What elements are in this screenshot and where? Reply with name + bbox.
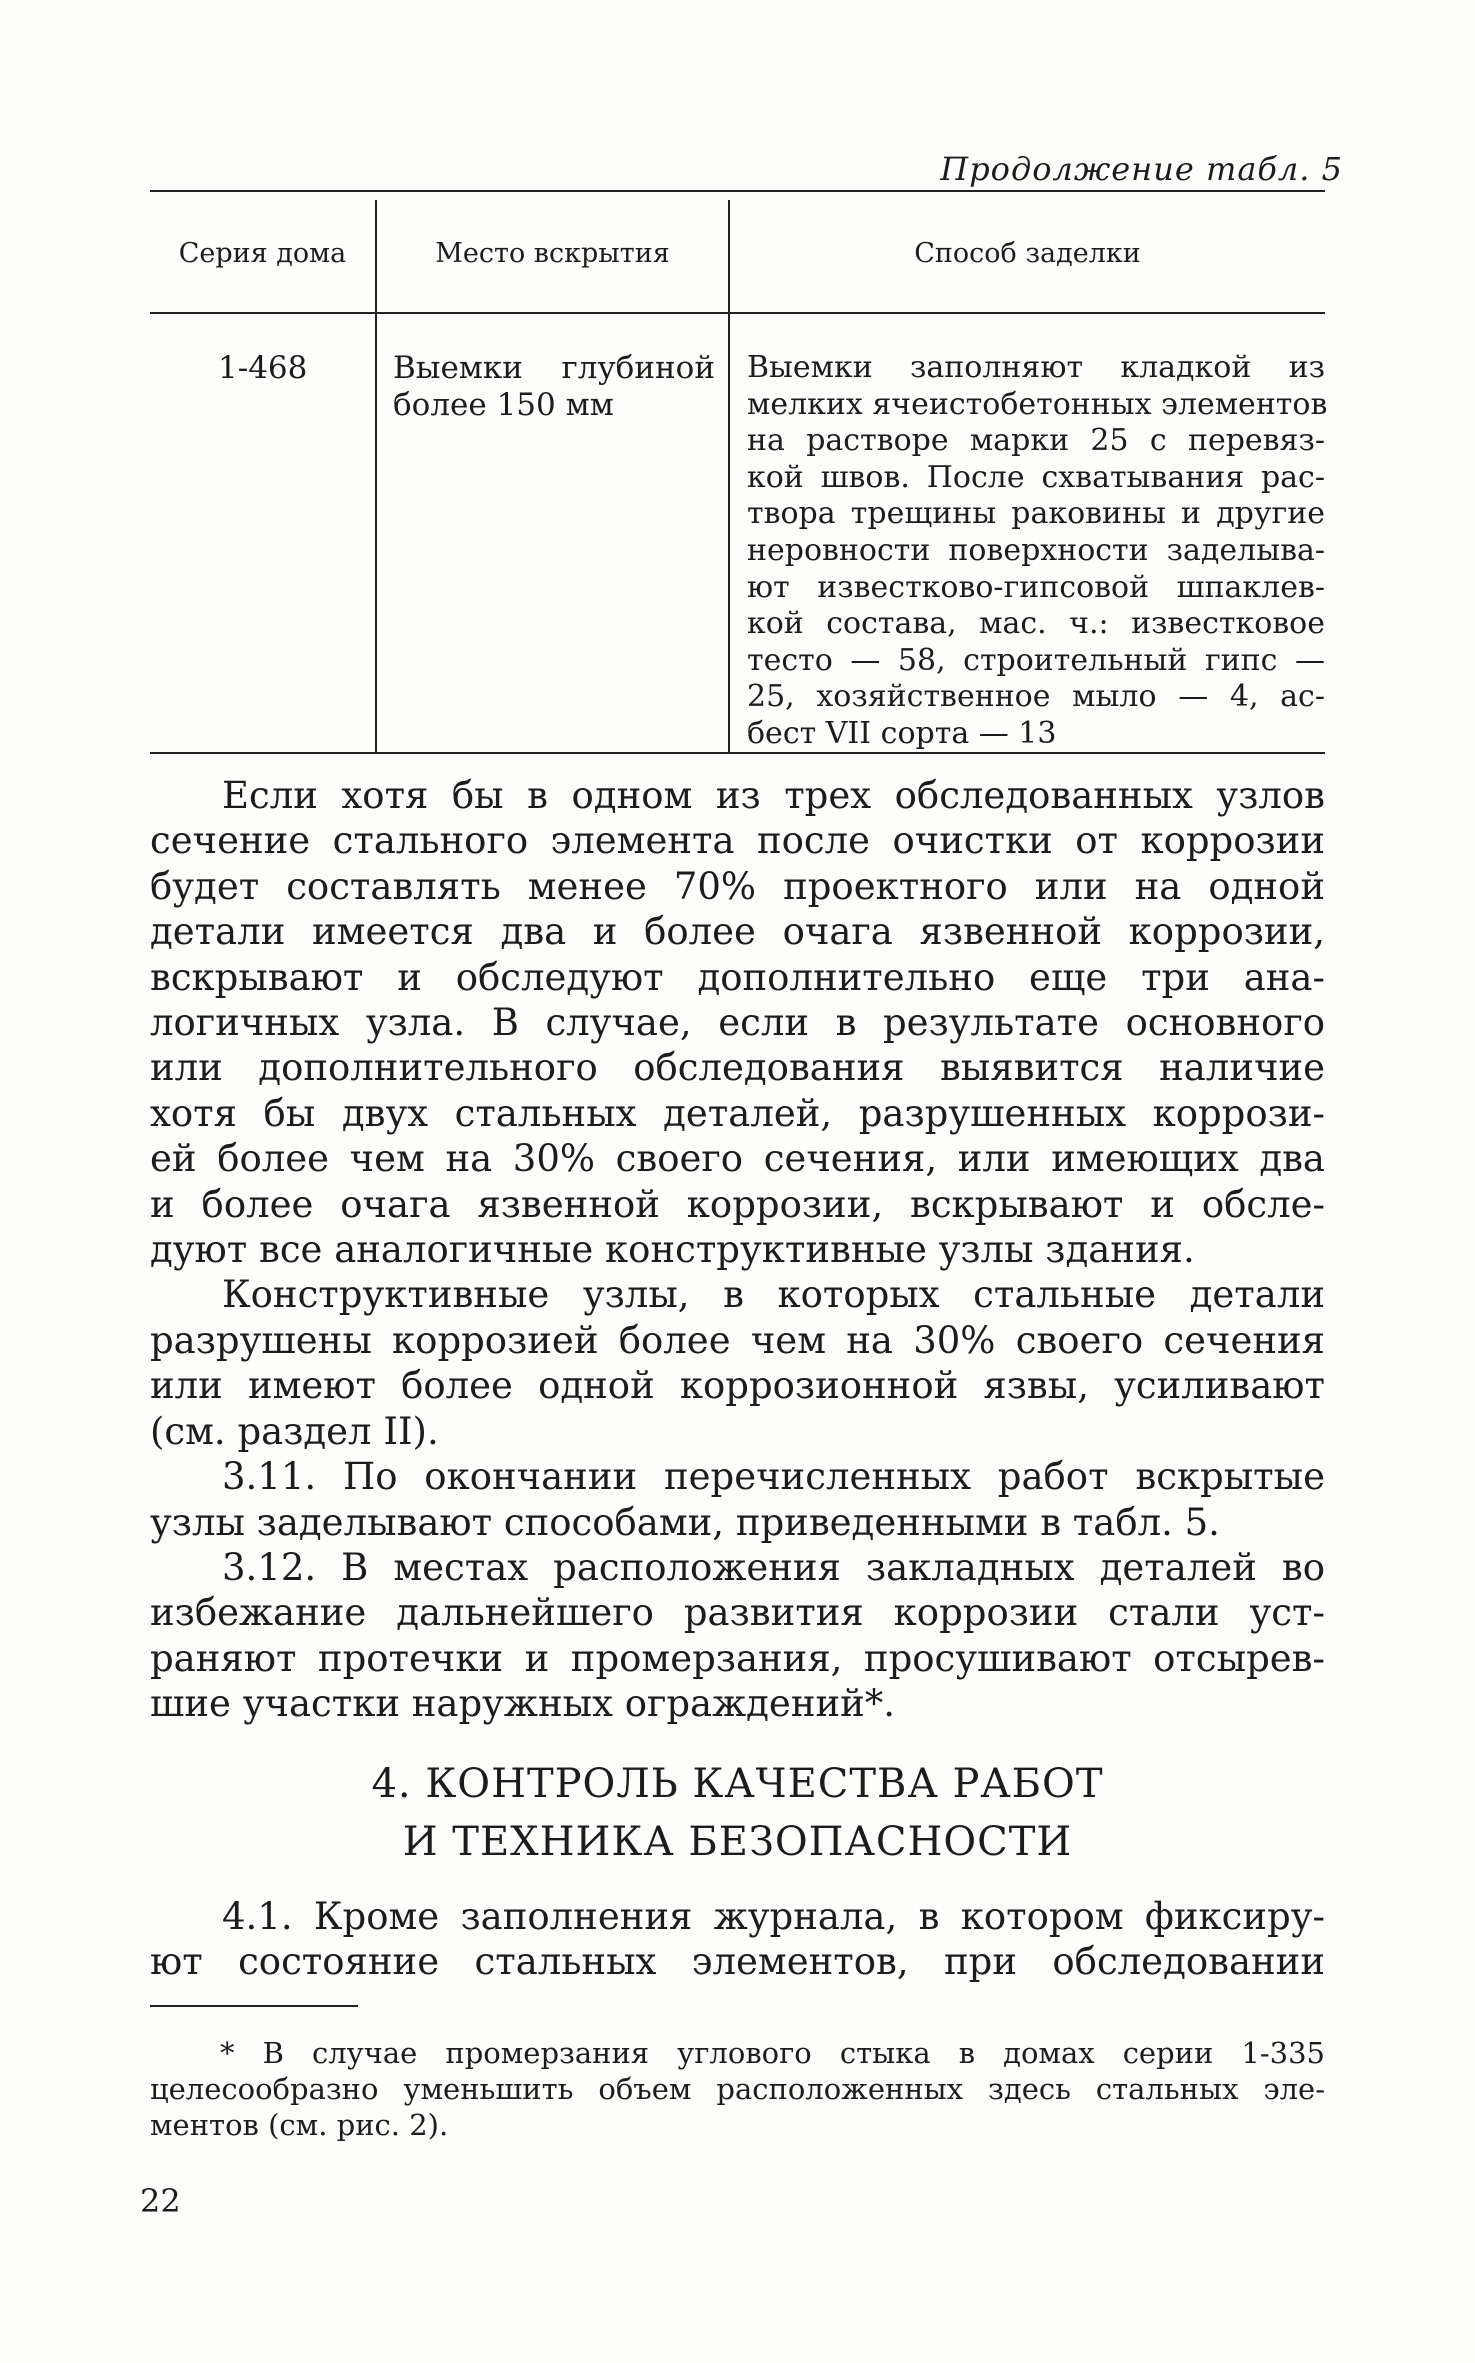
footnote-line: * В случае промерзания углового стыка в домах серии 1-335 (220, 2036, 1325, 2070)
cell-method-line: на растворе марки 25 с перевяз- (747, 423, 1325, 459)
text-line: дуют все аналогичные конструктивные узлы здания. (150, 1228, 1195, 1272)
text-line: узлы заделывают способами, приведенными в табл. 5. (150, 1500, 1220, 1544)
text-line: детали имеется два и более очага язвенной коррозии, (150, 910, 1325, 954)
text-line: избежание дальнейшего развития коррозии стали уст- (150, 1591, 1325, 1635)
text-line: 3.11. По окончании перечисленных работ вскрытые (222, 1455, 1325, 1499)
paragraph-3-11 (150, 1454, 1325, 1545)
text-line: 4.1. Кроме заполнения журнала, в котором фиксиру- (222, 1895, 1325, 1938)
footnote-line: ментов (см. рис. 2). (150, 2108, 449, 2142)
text-line: ей более чем на 30% своего сечения, или имеющих два (150, 1137, 1325, 1181)
paragraph-corrosion-inspection (150, 773, 1325, 1272)
text-line: логичных узла. В случае, если в результате основного (150, 1001, 1325, 1045)
cell-method-line: ют известково-гипсовой шпаклев- (747, 569, 1325, 605)
column-header-method: Способ заделки (914, 238, 1141, 269)
cell-method-line: кой швов. После схватывания рас- (747, 459, 1325, 495)
footnote (150, 2035, 1325, 2143)
table-column-divider-1 (375, 200, 377, 752)
paragraph-3-12 (150, 1545, 1325, 1727)
cell-location (393, 350, 715, 423)
cell-location-line: более 150 мм (393, 386, 614, 423)
section-heading (150, 1755, 1325, 1871)
table-top-rule (150, 190, 1325, 192)
cell-method-line: 25, хозяйственное мыло — 4, ас- (747, 679, 1325, 715)
section-heading-line: И ТЕХНИКА БЕЗОПАСНОСТИ (402, 1819, 1073, 1865)
table-header-rule (150, 312, 1325, 314)
section-heading-line: 4. КОНТРОЛЬ КАЧЕСТВА РАБОТ (371, 1761, 1104, 1807)
text-line: Конструктивные узлы, в которых стальные детали (222, 1273, 1325, 1317)
footnote-line: целесообразно уменьшить объем расположенных здесь стальных эле- (150, 2072, 1325, 2106)
footnote-separator (150, 2005, 358, 2007)
cell-method (747, 350, 1328, 753)
body-text (150, 773, 1325, 1727)
cell-method-line: Выемки заполняют кладкой из (747, 350, 1325, 385)
cell-series: 1-468 (218, 350, 308, 386)
paragraph-reinforcement (150, 1272, 1325, 1454)
cell-method-line: тесто — 58, строительный гипс — (747, 642, 1325, 678)
text-line: и более очага язвенной коррозии, вскрывают и обсле- (150, 1182, 1325, 1226)
text-line: (см. раздел II). (150, 1409, 439, 1453)
text-line: вскрывают и обследуют дополнительно еще три ана- (150, 955, 1325, 999)
text-line: разрушены коррозией более чем на 30% своего сечения (150, 1318, 1325, 1362)
column-header-series: Серия дома (178, 238, 347, 269)
text-line: шие участки наружных ограждений*. (150, 1682, 896, 1726)
cell-method-line: кой состава, мас. ч.: известковое (747, 606, 1325, 642)
paragraph-4-1-text (150, 1894, 1325, 1985)
text-line: сечение стального элемента после очистки от коррозии (150, 819, 1325, 863)
cell-method-line: неровности поверхности заделыва- (747, 532, 1325, 568)
text-line: Если хотя бы в одном из трех обследованных узлов (222, 774, 1325, 817)
cell-method-line: бест VII сорта — 13 (747, 715, 1057, 751)
table-column-divider-2 (728, 200, 730, 752)
text-line: будет составлять менее 70% проектного или на одной (150, 864, 1325, 908)
text-line: или дополнительного обследования выявится наличие (150, 1046, 1325, 1090)
paragraph-4-1 (150, 1894, 1325, 1985)
text-line: 3.12. В местах расположения закладных деталей во (222, 1545, 1325, 1589)
page-number: 22 (140, 2182, 181, 2220)
text-line: или имеют более одной коррозионной язвы, усиливают (150, 1364, 1325, 1408)
cell-location-line: Выемки глубиной (393, 350, 715, 386)
cell-method-line: мелких ячеистобетонных элементов (747, 386, 1328, 422)
table-continuation-label: Продолжение табл. 5 (940, 150, 1343, 188)
text-line: раняют протечки и промерзания, просушивают отсырев- (150, 1636, 1325, 1680)
column-header-location: Место вскрытия (435, 238, 670, 269)
text-line: хотя бы двух стальных деталей, разрушенных коррози- (150, 1091, 1325, 1135)
cell-method-line: твора трещины раковины и другие (747, 496, 1325, 532)
text-line: ют состояние стальных элементов, при обследовании (150, 1940, 1325, 1984)
